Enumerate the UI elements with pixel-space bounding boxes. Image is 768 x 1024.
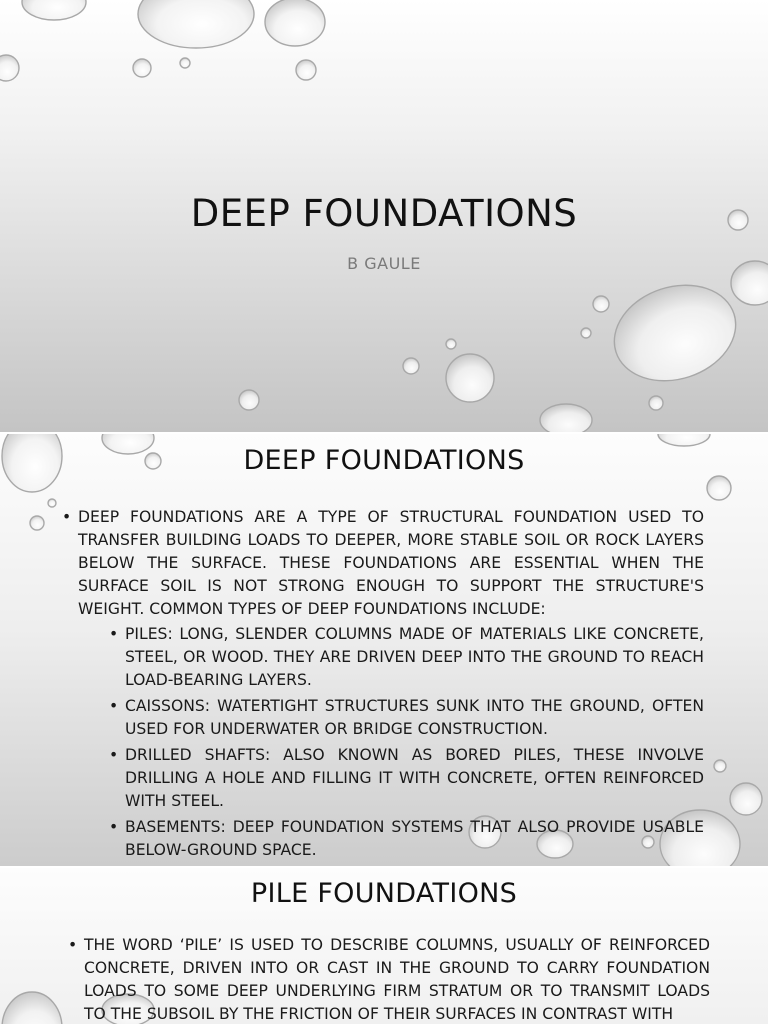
- list-item: • BASEMENTS: DEEP FOUNDATION SYSTEMS THAT ALSO PROVIDE USABLE BELOW-GROUND SPACE.: [78, 816, 704, 862]
- bullet-text: • THE WORD ‘PILE’ IS USED TO DESCRIBE COLUMNS, USUALLY OF REINFORCED CONCRETE, DRIVEN INTO OR CAST IN THE GROUND TO CARRY FOUNDATION LOADS TO SOME DEEP UNDERLYING FIRM STRATUM OR TO TRANSMIT LOADS TO THE SUBSOIL BY THE FRICTION OF THEIR SURFACES IN CONTRAST WITH: [66, 934, 710, 1024]
- content-slide-deep-foundations: [0, 434, 768, 866]
- slide-body: [66, 934, 710, 1024]
- slide-subtitle: B GAULE: [347, 254, 421, 273]
- slide-title: DEEP FOUNDATIONS: [190, 192, 578, 235]
- slide-body: [60, 506, 704, 865]
- bullet-text: DEEP FOUNDATIONS ARE A TYPE OF STRUCTURAL FOUNDATION USED TO TRANSFER BUILDING LOADS TO DEEPER, MORE STABLE SOIL OR ROCK LAYERS BELOW THE SURFACE. THESE FOUNDATIONS ARE ESSENTIAL WHEN THE SURFACE SOIL IS NOT STRONG ENOUGH TO SUPPORT THE STRUCTURE'S WEIGHT. COMMON TYPES OF DEEP FOUNDATIONS INCLUDE:: [78, 508, 704, 618]
- slide-title: PILE FOUNDATIONS: [250, 878, 518, 909]
- list-item: • CAISSONS: WATERTIGHT STRUCTURES SUNK INTO THE GROUND, OFTEN USED FOR UNDERWATER OR BRIDGE CONSTRUCTION.: [78, 695, 704, 741]
- content-slide-pile-foundations: [0, 868, 768, 1024]
- title-slide: [0, 0, 768, 432]
- list-item: • PILES: LONG, SLENDER COLUMNS MADE OF MATERIALS LIKE CONCRETE, STEEL, OR WOOD. THEY ARE DRIVEN DEEP INTO THE GROUND TO REACH LOAD-BEARING LAYERS.: [78, 623, 704, 692]
- foundation-types-list: [78, 623, 704, 862]
- bullet-intro: [60, 506, 704, 862]
- slide-title: DEEP FOUNDATIONS: [243, 445, 525, 476]
- list-item: • DRILLED SHAFTS: ALSO KNOWN AS BORED PILES, THESE INVOLVE DRILLING A HOLE AND FILLING IT WITH CONCRETE, OFTEN REINFORCED WITH STEEL.: [78, 744, 704, 813]
